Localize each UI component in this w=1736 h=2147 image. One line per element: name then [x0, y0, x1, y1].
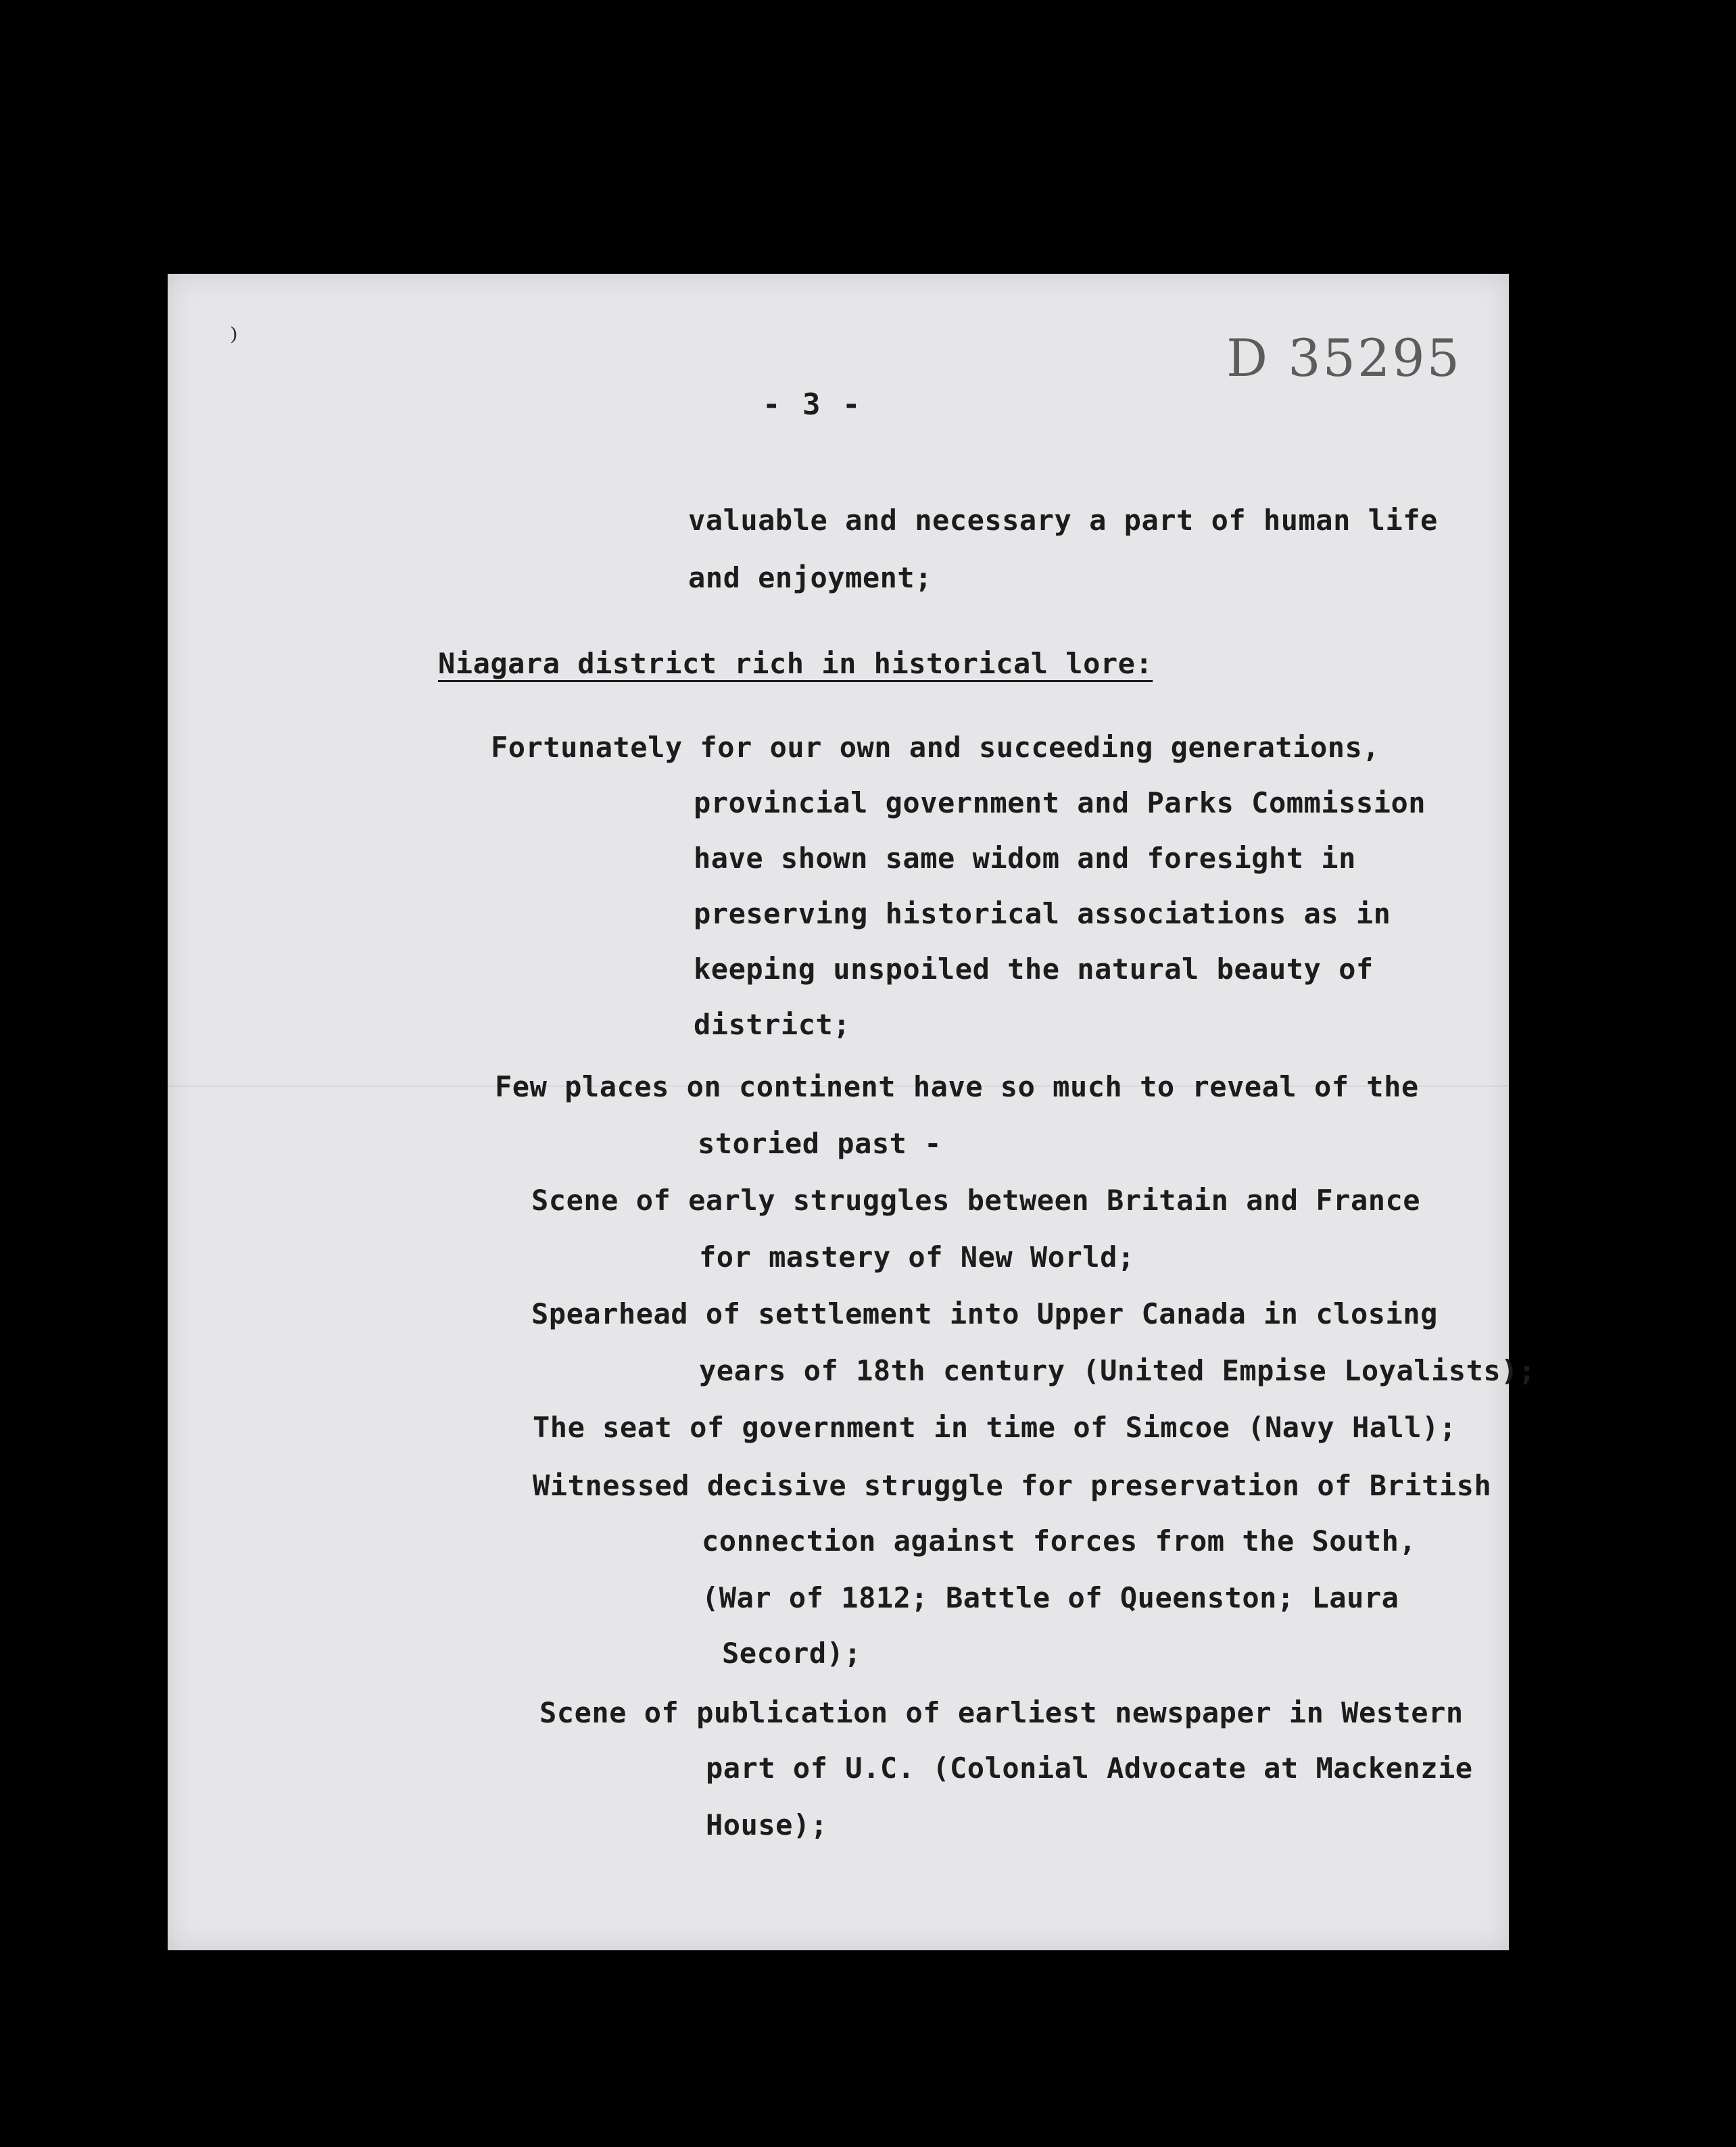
- text-line: Witnessed decisive struggle for preservation of British: [533, 1469, 1492, 1502]
- document-page: [168, 274, 1536, 1950]
- text-line: district;: [694, 1008, 851, 1041]
- text-line: valuable and necessary a part of human life: [688, 504, 1438, 537]
- text-line: Secord);: [722, 1637, 862, 1670]
- text-line: Fortunately for our own and succeeding generations,: [491, 731, 1380, 764]
- text-line: Spearhead of settlement into Upper Canada in closing: [531, 1297, 1438, 1330]
- text-line: preserving historical associations as in: [694, 897, 1391, 930]
- text-line: and enjoyment;: [688, 561, 933, 594]
- corner-mark: ⁾: [230, 321, 238, 359]
- text-line: Few places on continent have so much to reveal of the: [495, 1070, 1419, 1103]
- text-line: The seat of government in time of Simcoe (Navy Hall);: [533, 1411, 1457, 1444]
- text-line: Scene of early struggles between Britain and France: [531, 1184, 1421, 1217]
- text-line: House);: [706, 1808, 828, 1841]
- text-line: Scene of publication of earliest newspaper in Western: [539, 1696, 1464, 1729]
- text-line: connection against forces from the South,: [702, 1524, 1417, 1558]
- text-line: storied past -: [698, 1127, 942, 1160]
- page-number: - 3 -: [763, 387, 863, 422]
- text-line: (War of 1812; Battle of Queenston; Laura: [702, 1581, 1399, 1614]
- section-heading: Niagara district rich in historical lore:: [438, 647, 1153, 680]
- document-number-stamp: D 35295: [1226, 328, 1462, 388]
- text-line: provincial government and Parks Commission: [694, 786, 1426, 819]
- text-line: for mastery of New World;: [699, 1240, 1135, 1274]
- text-line: years of 18th century (United Empise Loyalists);: [699, 1354, 1536, 1387]
- text-line: part of U.C. (Colonial Advocate at Mackenzie: [706, 1752, 1473, 1785]
- text-line: have shown same widom and foresight in: [694, 842, 1356, 875]
- text-line: keeping unspoiled the natural beauty of: [694, 952, 1374, 986]
